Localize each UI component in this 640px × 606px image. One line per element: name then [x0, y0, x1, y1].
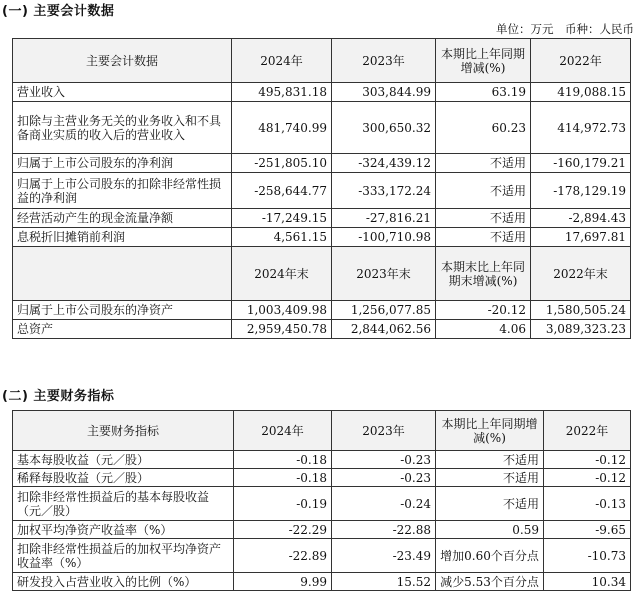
cell-change: 不适用 — [436, 451, 544, 469]
cell-change: 0.59 — [436, 521, 544, 539]
accounting-data-table — [12, 38, 631, 339]
row-label: 息税折旧摊销前利润 — [13, 228, 232, 247]
table-row — [13, 102, 631, 154]
row-label: 营业收入 — [13, 83, 232, 102]
cell-2023: 1,256,077.85 — [332, 301, 436, 320]
header-cell — [13, 247, 232, 301]
table-row — [13, 320, 631, 339]
cell-2022: -0.13 — [544, 487, 631, 521]
row-label: 归属于上市公司股东的净利润 — [13, 154, 232, 173]
financial-indicators-table — [12, 410, 631, 591]
cell-2023: -0.23 — [332, 451, 436, 469]
cell-change: 不适用 — [436, 487, 544, 521]
row-label: 归属于上市公司股东的净资产 — [13, 301, 232, 320]
table-row — [13, 154, 631, 173]
cell-2024: -0.19 — [234, 487, 332, 521]
cell-2022: 10.34 — [544, 573, 631, 591]
table-row — [13, 301, 631, 320]
cell-2023: -0.23 — [332, 469, 436, 487]
row-label: 归属于上市公司股东的扣除非经常性损益的净利润 — [13, 173, 232, 209]
cell-2023: -324,439.12 — [332, 154, 436, 173]
cell-2023: -27,816.21 — [332, 209, 436, 228]
cell-2022: 419,088.15 — [531, 83, 631, 102]
cell-2022: 1,580,505.24 — [531, 301, 631, 320]
cell-2022: -10.73 — [544, 539, 631, 573]
cell-2024: -22.89 — [234, 539, 332, 573]
table-row — [13, 469, 631, 487]
cell-2022: 17,697.81 — [531, 228, 631, 247]
cell-2023: -333,172.24 — [332, 173, 436, 209]
cell-2024: -0.18 — [234, 451, 332, 469]
row-label: 总资产 — [13, 320, 232, 339]
table-row — [13, 451, 631, 469]
header-cell: 主要财务指标 — [13, 411, 234, 451]
table-header-row — [13, 39, 631, 83]
cell-2023: -23.49 — [332, 539, 436, 573]
row-label: 扣除非经常性损益后的加权平均净资产收益率（%） — [13, 539, 234, 573]
header-cell: 2024年 — [232, 39, 332, 83]
cell-2024: -251,805.10 — [232, 154, 332, 173]
cell-change: 不适用 — [436, 154, 531, 173]
table-header-row-2 — [13, 247, 631, 301]
table-row — [13, 539, 631, 573]
header-cell: 本期比上年同期增减(%) — [436, 39, 531, 83]
header-cell: 2024年 — [234, 411, 332, 451]
header-cell: 本期末比上年同期末增减(%) — [436, 247, 531, 301]
cell-2022: -160,179.21 — [531, 154, 631, 173]
cell-change: 不适用 — [436, 209, 531, 228]
cell-change: 不适用 — [436, 173, 531, 209]
cell-change: 60.23 — [436, 102, 531, 154]
table-row — [13, 83, 631, 102]
row-label: 扣除与主营业务无关的业务收入和不具备商业实质的收入后的营业收入 — [13, 102, 232, 154]
row-label: 扣除非经常性损益后的基本每股收益（元／股） — [13, 487, 234, 521]
section2-title: (二) 主要财务指标 — [2, 389, 115, 404]
cell-2024: 1,003,409.98 — [232, 301, 332, 320]
cell-2024: -22.29 — [234, 521, 332, 539]
row-label: 经营活动产生的现金流量净额 — [13, 209, 232, 228]
row-label: 加权平均净资产收益率（%） — [13, 521, 234, 539]
cell-2024: 495,831.18 — [232, 83, 332, 102]
cell-change: -20.12 — [436, 301, 531, 320]
cell-2022: -178,129.19 — [531, 173, 631, 209]
cell-change: 63.19 — [436, 83, 531, 102]
header-cell: 主要会计数据 — [13, 39, 232, 83]
cell-2023: 2,844,062.56 — [332, 320, 436, 339]
header-cell: 2022年 — [531, 39, 631, 83]
table-row — [13, 209, 631, 228]
header-cell: 2023年 — [332, 39, 436, 83]
cell-2022: -0.12 — [544, 451, 631, 469]
cell-2023: 303,844.99 — [332, 83, 436, 102]
table-row — [13, 487, 631, 521]
cell-2022: -0.12 — [544, 469, 631, 487]
header-cell: 2022年末 — [531, 247, 631, 301]
cell-2023: -22.88 — [332, 521, 436, 539]
cell-2023: 15.52 — [332, 573, 436, 591]
cell-2024: 4,561.15 — [232, 228, 332, 247]
cell-2023: -100,710.98 — [332, 228, 436, 247]
cell-change: 4.06 — [436, 320, 531, 339]
table-row — [13, 521, 631, 539]
row-label: 基本每股收益（元／股） — [13, 451, 234, 469]
table-row — [13, 173, 631, 209]
table-header-row — [13, 411, 631, 451]
cell-change: 增加0.60个百分点 — [436, 539, 544, 573]
header-cell: 2022年 — [544, 411, 631, 451]
cell-change: 减少5.53个百分点 — [436, 573, 544, 591]
cell-change: 不适用 — [436, 228, 531, 247]
section1-title: (一) 主要会计数据 — [2, 4, 115, 19]
cell-2024: -258,644.77 — [232, 173, 332, 209]
row-label: 研发投入占营业收入的比例（%） — [13, 573, 234, 591]
header-cell: 本期比上年同期增减(%) — [436, 411, 544, 451]
header-cell: 2023年末 — [332, 247, 436, 301]
cell-2024: 2,959,450.78 — [232, 320, 332, 339]
cell-2022: 3,089,323.23 — [531, 320, 631, 339]
unit-note: 单位：万元 币种：人民币 — [496, 22, 634, 36]
cell-2023: 300,650.32 — [332, 102, 436, 154]
cell-2023: -0.24 — [332, 487, 436, 521]
cell-2024: 9.99 — [234, 573, 332, 591]
cell-2024: 481,740.99 — [232, 102, 332, 154]
table-row — [13, 573, 631, 591]
cell-2022: 414,972.73 — [531, 102, 631, 154]
cell-2022: -9.65 — [544, 521, 631, 539]
cell-change: 不适用 — [436, 469, 544, 487]
cell-2024: -17,249.15 — [232, 209, 332, 228]
row-label: 稀释每股收益（元／股） — [13, 469, 234, 487]
table-row — [13, 228, 631, 247]
header-cell: 2024年末 — [232, 247, 332, 301]
cell-2024: -0.18 — [234, 469, 332, 487]
header-cell: 2023年 — [332, 411, 436, 451]
cell-2022: -2,894.43 — [531, 209, 631, 228]
